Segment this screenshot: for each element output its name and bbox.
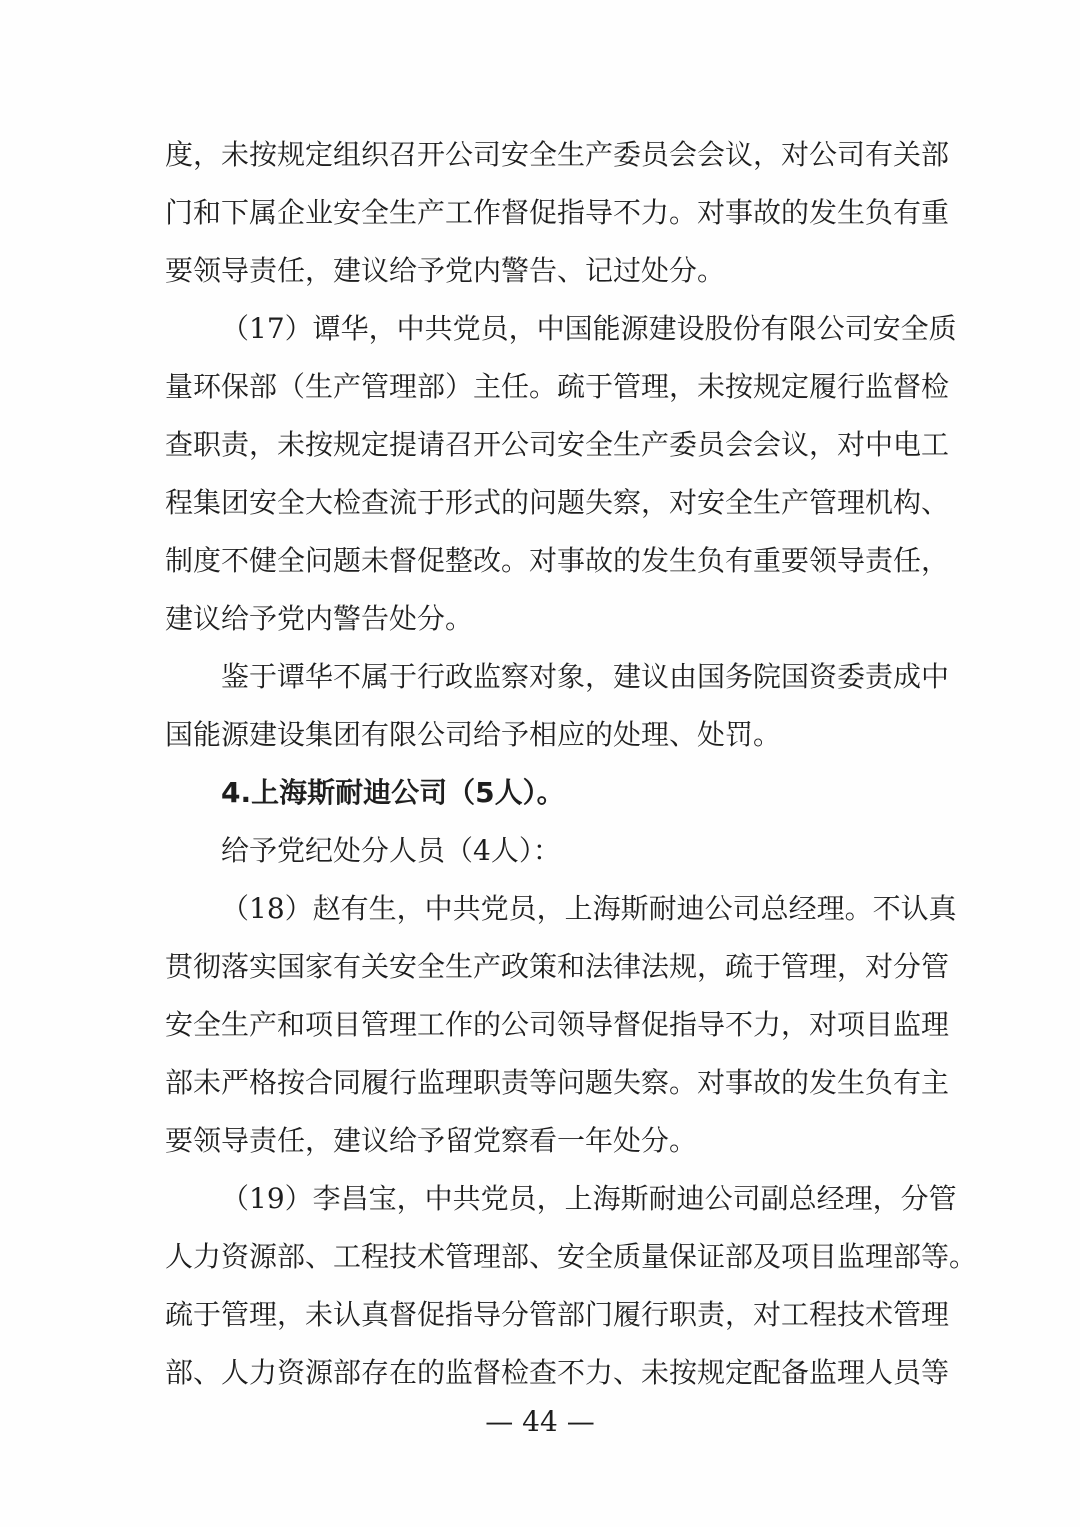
text-line: 疏于管理，未认真督促指导分管部门履行职责，对工程技术管理	[165, 1298, 950, 1331]
text-line: （17）谭华，中共党员，中国能源建设股份有限公司安全质	[221, 312, 957, 345]
text-line: 安全生产和项目管理工作的公司领导督促指导不力，对项目监理	[165, 1008, 950, 1041]
text-line: 度，未按规定组织召开公司安全生产委员会会议，对公司有关部	[165, 138, 950, 171]
text-line: 程集团安全大检查流于形式的问题失察，对安全生产管理机构、	[165, 486, 950, 519]
text-line: 国能源建设集团有限公司给予相应的处理、处罚。	[165, 718, 782, 751]
text-line: 贯彻落实国家有关安全生产政策和法律法规，疏于管理，对分管	[165, 950, 950, 983]
text-line: 要领导责任，建议给予留党察看一年处分。	[165, 1124, 698, 1157]
text-line: （19）李昌宝，中共党员，上海斯耐迪公司副总经理，分管	[221, 1182, 957, 1215]
text-line: 部未严格按合同履行监理职责等问题失察。对事故的发生负有主	[165, 1066, 950, 1099]
text-line: 门和下属企业安全生产工作督促指导不力。对事故的发生负有重	[165, 196, 950, 229]
page-number: — 44 —	[485, 1405, 595, 1438]
text-line: 给予党纪处分人员（4人）：	[221, 834, 561, 867]
text-line: 建议给予党内警告处分。	[165, 602, 474, 635]
text-line: 要领导责任，建议给予党内警告、记过处分。	[165, 254, 726, 287]
text-line: 查职责，未按规定提请召开公司安全生产委员会会议，对中电工	[165, 428, 950, 461]
text-line: 制度不健全问题未督促整改。对事故的发生负有重要领导责任，	[165, 544, 950, 577]
text-line: 部、人力资源部存在的监督检查不力、未按规定配备监理人员等	[165, 1356, 950, 1389]
text-line: 人力资源部、工程技术管理部、安全质量保证部及项目监理部等。	[165, 1240, 978, 1273]
text-line: 量环保部（生产管理部）主任。疏于管理，未按规定履行监督检	[165, 370, 950, 403]
text-line: （18）赵有生，中共党员，上海斯耐迪公司总经理。不认真	[221, 892, 957, 925]
text-line: 鉴于谭华不属于行政监察对象，建议由国务院国资委责成中	[221, 660, 950, 693]
body-text	[165, 126, 978, 1402]
section-heading: 4.上海斯耐迪公司（5人）。	[221, 776, 565, 809]
